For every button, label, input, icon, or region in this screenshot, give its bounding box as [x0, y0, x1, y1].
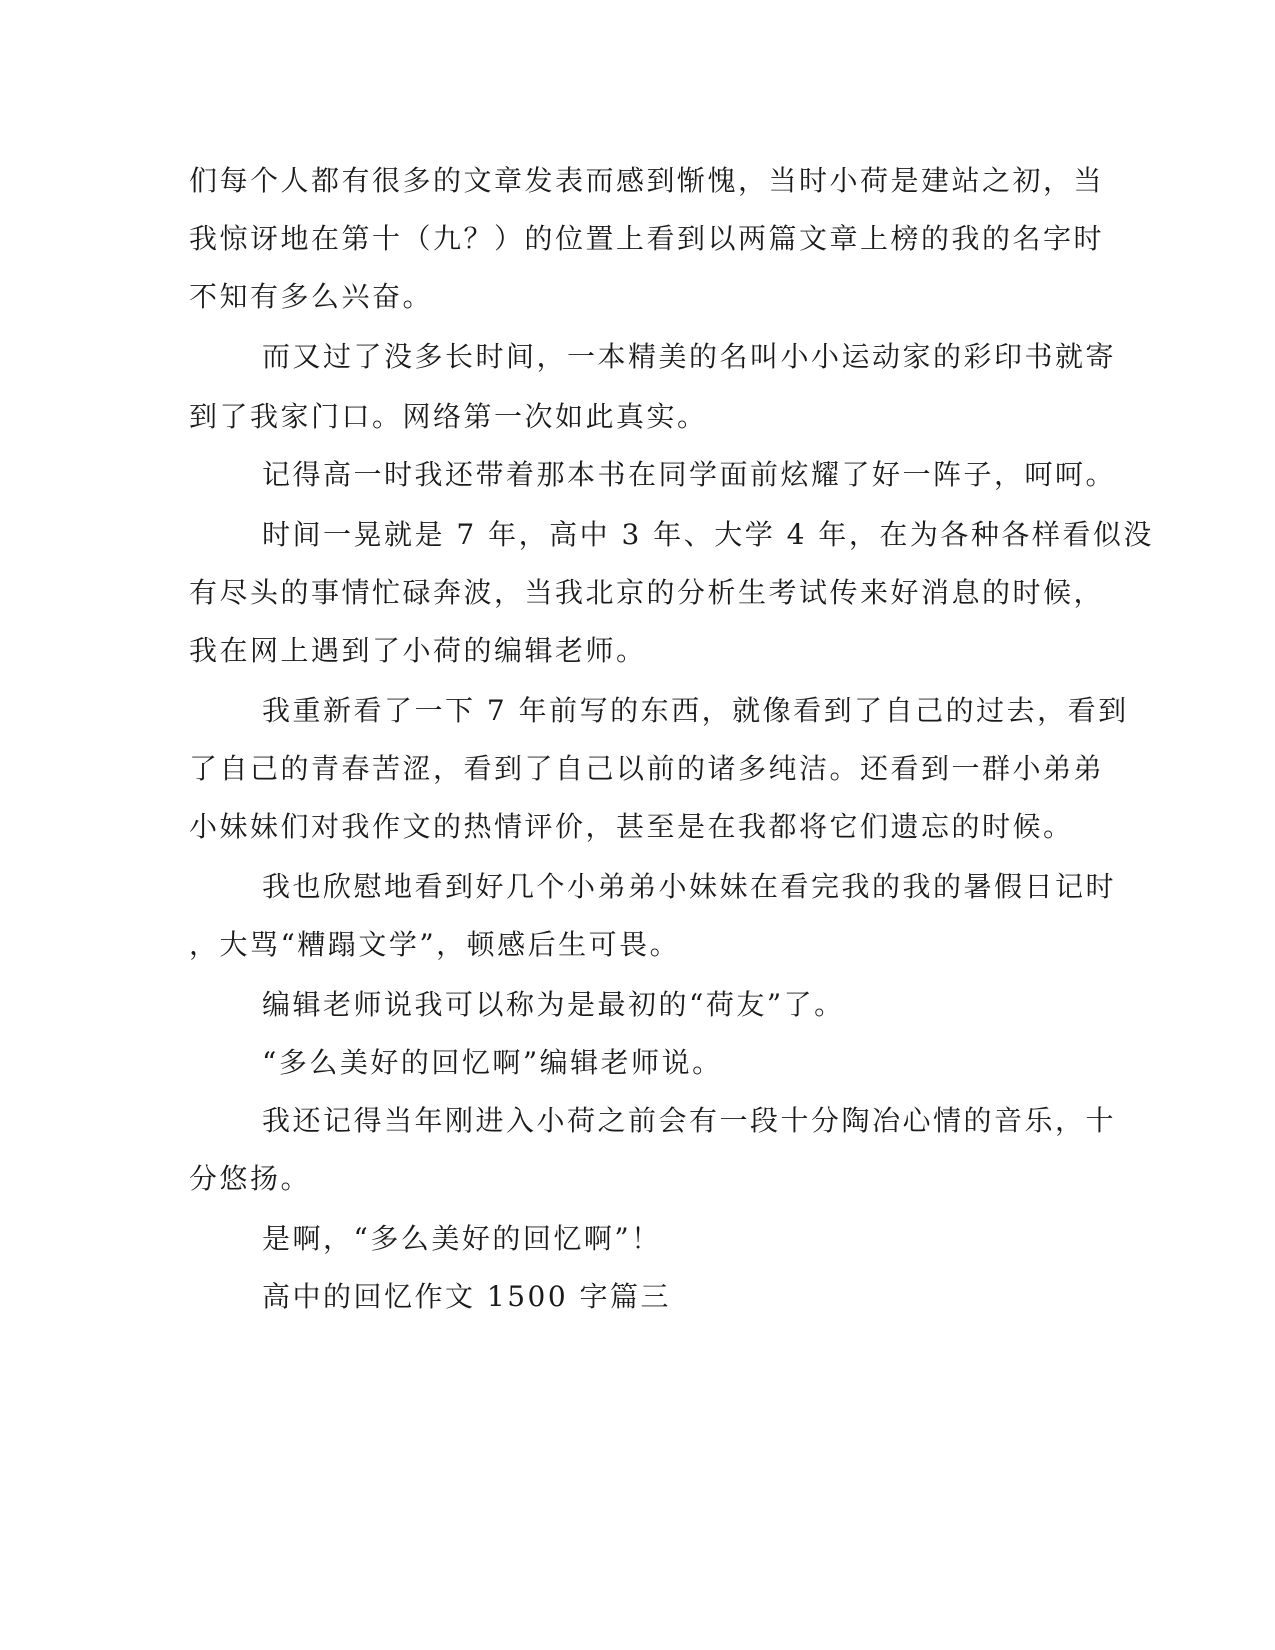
text-line: 我重新看了一下 7 年前写的东西，就像看到了自己的过去，看到 — [262, 694, 1129, 727]
section-heading: 高中的回忆作文 1500 字篇三 — [262, 1280, 672, 1313]
text-line: 不知有多么兴奋。 — [189, 280, 434, 313]
text-line: 我还记得当年刚进入小荷之前会有一段十分陶冶心情的音乐，十 — [262, 1104, 1117, 1137]
text-line: 而又过了没多长时间，一本精美的名叫小小运动家的彩印书就寄 — [262, 340, 1117, 373]
text-line: 编辑老师说我可以称为是最初的“荷友”了。 — [262, 988, 845, 1021]
text-line: 到了我家门口。网络第一次如此真实。 — [189, 400, 708, 433]
text-line: 时间一晃就是 7 年，高中 3 年、大学 4 年，在为各种各样看似没 — [262, 518, 1154, 551]
text-line: 是啊，“多么美好的回忆啊”！ — [262, 1222, 662, 1255]
text-line: 分悠扬。 — [189, 1162, 312, 1195]
text-line: 们每个人都有很多的文章发表而感到惭愧，当时小荷是建站之初，当 — [189, 164, 1105, 197]
text-line: 我惊讶地在第十（九？）的位置上看到以两篇文章上榜的我的名字时 — [189, 222, 1105, 255]
text-line: 记得高一时我还带着那本书在同学面前炫耀了好一阵子，呵呵。 — [262, 458, 1117, 491]
text-line: 我也欣慰地看到好几个小弟弟小妹妹在看完我的我的暑假日记时 — [262, 870, 1117, 903]
text-line: 我在网上遇到了小荷的编辑老师。 — [189, 634, 647, 667]
text-line: ，大骂“糟蹋文学”，顿感后生可畏。 — [189, 928, 681, 961]
text-line: 了自己的青春苦涩，看到了自己以前的诸多纯洁。还看到一群小弟弟 — [189, 752, 1105, 785]
text-line: “多么美好的回忆啊”编辑老师说。 — [262, 1046, 723, 1079]
text-line: 有尽头的事情忙碌奔波，当我北京的分析生考试传来好消息的时候， — [189, 576, 1105, 609]
text-line: 小妹妹们对我作文的热情评价，甚至是在我都将它们遗忘的时候。 — [189, 810, 1074, 843]
